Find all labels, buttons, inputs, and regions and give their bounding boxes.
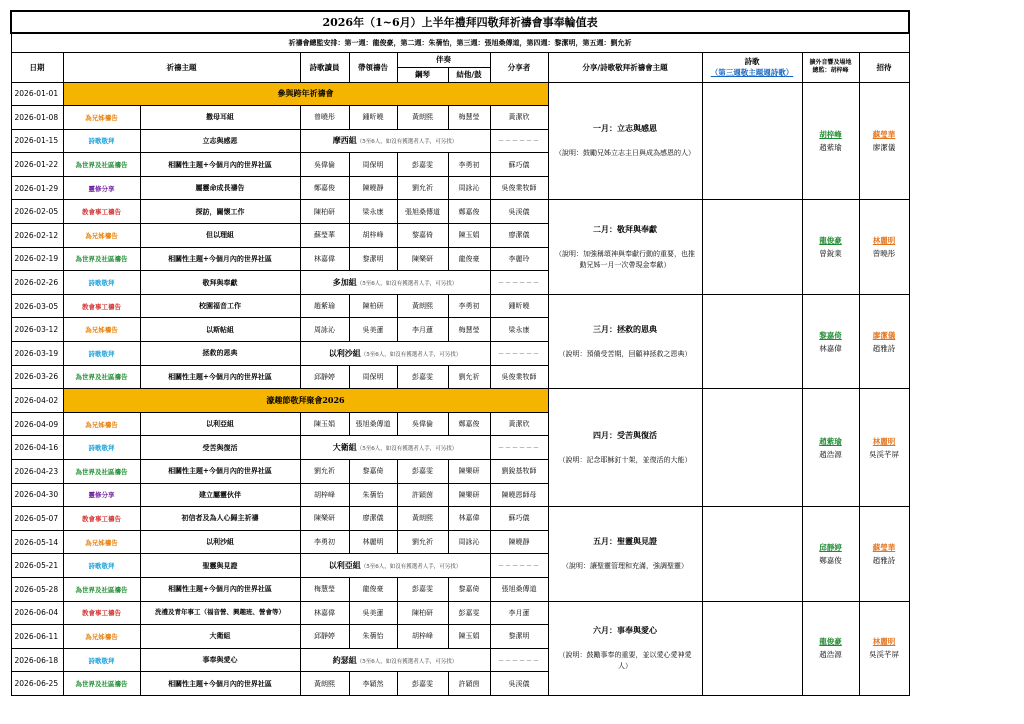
row-date: 2026-04-30 xyxy=(11,483,63,507)
header-share: 分享者 xyxy=(490,52,548,82)
schedule-row xyxy=(11,507,909,531)
team-note: （5至6人，如沒有獲選者人手，可另找） xyxy=(360,564,462,571)
songs-cell xyxy=(702,200,802,294)
row-prayer-leader: 朱蒨怡 xyxy=(349,625,397,649)
row-category: 為兄姊禱告 xyxy=(63,530,140,554)
row-category: 詩歌敬拜 xyxy=(63,554,140,578)
row-guitarist: 劉允祈 xyxy=(448,365,490,389)
row-date: 2026-03-26 xyxy=(11,365,63,389)
worship-team xyxy=(300,554,490,578)
row-reader: 趙紫瑜 xyxy=(300,294,349,318)
month-desc: （說明：讓聖靈管理和充滿，強調聖靈） xyxy=(562,561,688,570)
row-reader: 蘇瑩華 xyxy=(300,224,349,248)
outreach-member: 趙浩源 xyxy=(819,650,842,660)
team-note: （5至6人，如沒有獲選者人手，可另找） xyxy=(356,658,458,665)
outreach-member: 曾銳業 xyxy=(819,249,842,259)
header-guitar: 結他/鼓 xyxy=(448,67,490,82)
row-prayer-leader: 吳美蓮 xyxy=(349,318,397,342)
worship-team xyxy=(300,342,490,366)
row-date: 2026-01-01 xyxy=(11,82,63,106)
row-sharer: 陳曉恩師母 xyxy=(490,483,548,507)
row-prayer-leader: 周保明 xyxy=(349,153,397,177)
outreach-cell xyxy=(802,82,859,200)
row-reader: 邱靜婷 xyxy=(300,365,349,389)
row-date: 2026-01-22 xyxy=(11,153,63,177)
row-category: 為兄姊禱告 xyxy=(63,106,140,130)
team-note: （5至6人，如沒有獲選者人手，可另找） xyxy=(356,139,458,146)
header-reading: 詩歌讀員 xyxy=(300,52,349,82)
month-title: 三月：拯救的恩典 xyxy=(593,323,657,334)
row-guitarist: 黎嘉倚 xyxy=(448,577,490,601)
team-name: 摩西組 xyxy=(332,135,357,146)
row-category: 為兄姊禱告 xyxy=(63,412,140,436)
team-note: （5至6人，如沒有獲選者人手，可另找） xyxy=(356,446,458,453)
row-sharer: 黎潔明 xyxy=(490,625,548,649)
worship-team xyxy=(300,271,490,295)
row-reader: 陳玉娟 xyxy=(300,412,349,436)
host-lead: 蘇瑩華 xyxy=(872,129,896,139)
row-date: 2026-06-04 xyxy=(11,601,63,625)
row-guitarist: 鄭嘉俊 xyxy=(448,200,490,224)
month-desc: （說明：記念耶穌釘十架，並復活的大能） xyxy=(558,455,692,464)
row-theme: 但以理組 xyxy=(140,224,300,248)
row-pianist: 彭嘉雯 xyxy=(397,365,448,389)
host-lead: 林麗明 xyxy=(872,236,896,246)
row-theme: 相關性主題+今個月內的世界社區 xyxy=(140,672,300,696)
row-date: 2026-05-07 xyxy=(11,507,63,531)
special-event: 濠趣節敬拜聚會2026 xyxy=(63,389,548,413)
host-lead: 林麗明 xyxy=(872,436,896,446)
outreach-cell xyxy=(802,200,859,294)
host-member: 趙雅詩 xyxy=(872,555,896,565)
row-pianist: 吳偉倫 xyxy=(397,412,448,436)
outreach-member: 趙浩源 xyxy=(819,449,842,459)
row-pianist: 彭嘉雯 xyxy=(397,460,448,484)
row-prayer-leader: 吳美蓮 xyxy=(349,601,397,625)
outreach-lead: 龍俊豪 xyxy=(819,236,842,246)
host-lead: 蘇瑩華 xyxy=(872,542,896,552)
row-reader: 周詠沁 xyxy=(300,318,349,342)
row-date: 2026-02-12 xyxy=(11,224,63,248)
row-guitarist: 李勇初 xyxy=(448,294,490,318)
schedule-sheet xyxy=(10,10,908,696)
share-empty: －－－－－－ xyxy=(490,648,548,672)
row-guitarist: 陳樂研 xyxy=(448,483,490,507)
row-reader: 邱靜婷 xyxy=(300,625,349,649)
host-lead: 林麗明 xyxy=(872,637,896,647)
outreach-lead: 趙紫瑜 xyxy=(819,436,842,446)
row-pianist: 張旭桑傳道 xyxy=(397,200,448,224)
host-member: 廖潔儀 xyxy=(872,142,896,152)
row-category: 教會事工禱告 xyxy=(63,200,140,224)
host-member: 曾曉彤 xyxy=(872,249,896,259)
row-category: 詩歌敬拜 xyxy=(63,271,140,295)
schedule-row xyxy=(11,82,909,106)
month-title: 四月：受苦與復活 xyxy=(593,429,657,440)
row-pianist: 李月蓮 xyxy=(397,318,448,342)
header-monthly: 分享/詩歌敬拜祈禱會主題 xyxy=(548,52,702,82)
header-outreach xyxy=(802,52,859,82)
header-accomp: 伴奏 xyxy=(397,52,490,67)
row-category: 教會事工禱告 xyxy=(63,294,140,318)
row-category: 靈修分享 xyxy=(63,176,140,200)
row-guitarist: 彭嘉雯 xyxy=(448,601,490,625)
month-theme xyxy=(548,507,702,601)
row-reader: 胡梓峰 xyxy=(300,483,349,507)
row-sharer: 吳渓儀 xyxy=(490,672,548,696)
row-sharer: 陳曉靜 xyxy=(490,530,548,554)
row-date: 2026-05-28 xyxy=(11,577,63,601)
row-category: 靈修分享 xyxy=(63,483,140,507)
host-cell xyxy=(859,200,909,294)
row-date: 2026-03-12 xyxy=(11,318,63,342)
row-prayer-leader: 陳曉靜 xyxy=(349,176,397,200)
outreach-lead: 邱靜婷 xyxy=(819,542,842,552)
row-sharer: 吳俊業牧師 xyxy=(490,176,548,200)
row-category: 教會事工禱告 xyxy=(63,601,140,625)
row-prayer-leader: 梁永康 xyxy=(349,200,397,224)
header-theme: 祈禱主題 xyxy=(63,52,300,82)
row-sharer: 蘇巧儀 xyxy=(490,507,548,531)
host-cell xyxy=(859,507,909,601)
songs-cell xyxy=(702,389,802,507)
host-member: 吳渓芊屏 xyxy=(869,650,900,660)
row-reader: 陳樂研 xyxy=(300,507,349,531)
outreach-member: 林嘉偉 xyxy=(819,343,842,353)
row-category: 為世界及社區禱告 xyxy=(63,365,140,389)
row-theme: 初信者及為人心歸主祈禱 xyxy=(140,507,300,531)
row-pianist: 陳樂研 xyxy=(397,247,448,271)
songs-cell xyxy=(702,601,802,695)
worship-team xyxy=(300,129,490,153)
row-guitarist: 梅慧瑩 xyxy=(448,318,490,342)
row-category: 詩歌敬拜 xyxy=(63,342,140,366)
row-category: 為世界及社區禱告 xyxy=(63,153,140,177)
worship-team xyxy=(300,436,490,460)
host-member: 吳渓芊屏 xyxy=(869,449,900,459)
outreach-lead: 黎嘉倚 xyxy=(819,330,842,340)
row-guitarist: 陳樂研 xyxy=(448,460,490,484)
row-guitarist: 陳玉娟 xyxy=(448,224,490,248)
row-guitarist: 許穎茵 xyxy=(448,672,490,696)
team-name: 約瑟組 xyxy=(332,654,357,665)
row-guitarist: 鄭嘉俊 xyxy=(448,412,490,436)
host-cell xyxy=(859,601,909,695)
row-pianist: 劉允祈 xyxy=(397,176,448,200)
row-theme: 洗禮及青年事工（福音營、興趣班、營會等） xyxy=(140,601,300,625)
row-sharer: 黃潔欣 xyxy=(490,412,548,436)
row-date: 2026-03-05 xyxy=(11,294,63,318)
songs-link-text[interactable]: 第三週敬主題週詩歌 xyxy=(718,68,786,77)
row-pianist: 黎嘉倚 xyxy=(397,224,448,248)
row-sharer: 梁永康 xyxy=(490,318,548,342)
row-sharer: 李麗玲 xyxy=(490,247,548,271)
row-theme: 以利沙組 xyxy=(140,530,300,554)
row-theme: 相關性主題+今個月內的世界社區 xyxy=(140,247,300,271)
row-prayer-leader: 鍾昕曉 xyxy=(349,106,397,130)
songs-cell xyxy=(702,82,802,200)
row-prayer-leader: 黎潔明 xyxy=(349,247,397,271)
row-theme: 撒母耳組 xyxy=(140,106,300,130)
host-cell xyxy=(859,294,909,388)
row-category: 為世界及社區禱告 xyxy=(63,577,140,601)
month-title: 二月：敬拜與奉獻 xyxy=(593,223,657,234)
row-pianist: 劉允祈 xyxy=(397,530,448,554)
outreach-supervisor: 總監：胡梓峰 xyxy=(812,67,849,74)
row-date: 2026-02-26 xyxy=(11,271,63,295)
month-desc: （說明：加強稱頌神與奉獻行動的重要，也推動兄姊一月一次帶現金奉獻） xyxy=(555,249,695,269)
share-empty: －－－－－－ xyxy=(490,554,548,578)
team-name: 以利亞組 xyxy=(328,560,361,571)
team-note: （5至6人，如沒有獲選者人手，可另找） xyxy=(360,351,462,358)
share-empty: －－－－－－ xyxy=(490,271,548,295)
row-prayer-leader: 廖潔儀 xyxy=(349,507,397,531)
schedule-row xyxy=(11,389,909,413)
row-prayer-leader: 龍俊豪 xyxy=(349,577,397,601)
row-category: 為世界及社區禱告 xyxy=(63,247,140,271)
row-theme: 立志與感恩 xyxy=(140,129,300,153)
row-date: 2026-01-29 xyxy=(11,176,63,200)
row-category: 詩歌敬拜 xyxy=(63,436,140,460)
row-category: 詩歌敬拜 xyxy=(63,648,140,672)
songs-label: 詩歌 xyxy=(744,57,760,66)
row-pianist: 彭嘉雯 xyxy=(397,577,448,601)
month-theme xyxy=(548,82,702,200)
row-theme: 敬拜與奉獻 xyxy=(140,271,300,295)
row-reader: 李勇初 xyxy=(300,530,349,554)
outreach-cell xyxy=(802,389,859,507)
month-title: 一月：立志與感恩 xyxy=(593,122,657,133)
supervisor-line: 祈禱會總監安排：第一週：龍俊豪，第二週：朱蒨怡，第三週：張旭桑傳道，第四週：黎潔明，第五週：劉允祈 xyxy=(11,33,909,52)
row-pianist: 陳柏研 xyxy=(397,601,448,625)
row-category: 為兄姊禱告 xyxy=(63,224,140,248)
outreach-cell xyxy=(802,601,859,695)
row-theme: 屬靈命成長禱告 xyxy=(140,176,300,200)
row-date: 2026-01-15 xyxy=(11,129,63,153)
outreach-lead: 胡梓峰 xyxy=(819,129,842,139)
header-songs xyxy=(702,52,802,82)
month-theme xyxy=(548,601,702,695)
row-prayer-leader: 黎嘉倚 xyxy=(349,460,397,484)
share-empty: －－－－－－ xyxy=(490,436,548,460)
host-member: 趙雅詩 xyxy=(872,343,896,353)
row-guitarist: 陳玉娟 xyxy=(448,625,490,649)
row-pianist: 黃朗熙 xyxy=(397,106,448,130)
month-theme xyxy=(548,389,702,507)
row-reader: 林嘉偉 xyxy=(300,601,349,625)
team-name: 多加組 xyxy=(332,277,357,288)
month-theme xyxy=(548,200,702,294)
row-pianist: 胡梓峰 xyxy=(397,625,448,649)
row-date: 2026-03-19 xyxy=(11,342,63,366)
row-theme: 相關性主題+今個月內的世界社區 xyxy=(140,577,300,601)
row-guitarist: 林嘉偉 xyxy=(448,507,490,531)
team-name: 以利沙組 xyxy=(328,347,361,358)
row-prayer-leader: 林麗明 xyxy=(349,530,397,554)
row-date: 2026-04-09 xyxy=(11,412,63,436)
row-theme: 相關性主題+今個月內的世界社區 xyxy=(140,153,300,177)
row-date: 2026-04-23 xyxy=(11,460,63,484)
team-name: 大衛組 xyxy=(332,442,357,453)
schedule-row xyxy=(11,200,909,224)
host-cell xyxy=(859,82,909,200)
row-sharer: 黃潔欣 xyxy=(490,106,548,130)
row-date: 2026-05-14 xyxy=(11,530,63,554)
row-pianist: 黃朗熙 xyxy=(397,507,448,531)
worship-team xyxy=(300,648,490,672)
row-category: 教會事工禱告 xyxy=(63,507,140,531)
row-pianist: 黃朗熙 xyxy=(397,294,448,318)
row-reader: 鄭嘉俊 xyxy=(300,176,349,200)
month-title: 五月：聖靈與見證 xyxy=(593,535,657,546)
row-theme: 事奉與愛心 xyxy=(140,648,300,672)
row-theme: 大衛組 xyxy=(140,625,300,649)
schedule-table xyxy=(10,10,910,696)
header-date: 日期 xyxy=(11,52,63,82)
row-theme: 相關性主題+今個月內的世界社區 xyxy=(140,365,300,389)
row-sharer: 吳渓儀 xyxy=(490,200,548,224)
host-lead: 廖潔儀 xyxy=(872,330,896,340)
row-category: 為兄姊禱告 xyxy=(63,318,140,342)
row-theme: 相關性主題+今個月內的世界社區 xyxy=(140,460,300,484)
songs-cell xyxy=(702,507,802,601)
team-note: （5至6人，如沒有獲選者人手，可另找） xyxy=(356,281,458,288)
row-reader: 林嘉偉 xyxy=(300,247,349,271)
row-date: 2026-02-19 xyxy=(11,247,63,271)
host-cell xyxy=(859,389,909,507)
schedule-row xyxy=(11,601,909,625)
header-piano: 鋼琴 xyxy=(397,67,448,82)
songs-link[interactable]: （第三週敬主題週詩歌） xyxy=(710,68,794,77)
row-sharer: 蘇巧儀 xyxy=(490,153,548,177)
schedule-row xyxy=(11,294,909,318)
row-category: 為世界及社區禱告 xyxy=(63,672,140,696)
row-prayer-leader: 周保明 xyxy=(349,365,397,389)
share-empty: －－－－－－ xyxy=(490,129,548,153)
special-event: 參與跨年祈禱會 xyxy=(63,82,548,106)
row-category: 為兄姊禱告 xyxy=(63,625,140,649)
songs-cell xyxy=(702,294,802,388)
row-pianist: 彭嘉雯 xyxy=(397,153,448,177)
row-date: 2026-02-05 xyxy=(11,200,63,224)
row-sharer: 鍾昕曉 xyxy=(490,294,548,318)
row-sharer: 吳俊業牧師 xyxy=(490,365,548,389)
row-reader: 黃朗熙 xyxy=(300,672,349,696)
row-date: 2026-04-02 xyxy=(11,389,63,413)
row-guitarist: 周詠沁 xyxy=(448,530,490,554)
row-prayer-leader: 陳柏研 xyxy=(349,294,397,318)
row-reader: 劉允祈 xyxy=(300,460,349,484)
row-prayer-leader: 胡梓峰 xyxy=(349,224,397,248)
row-guitarist: 李勇初 xyxy=(448,153,490,177)
row-theme: 受苦與復活 xyxy=(140,436,300,460)
row-prayer-leader: 張旭桑傳道 xyxy=(349,412,397,436)
row-guitarist: 周詠沁 xyxy=(448,176,490,200)
row-theme: 建立屬靈伙伴 xyxy=(140,483,300,507)
row-guitarist: 龍俊豪 xyxy=(448,247,490,271)
outreach-member: 鄭嘉俊 xyxy=(819,555,842,565)
outreach-lead: 龍俊豪 xyxy=(819,637,842,647)
row-sharer: 劉銳基牧師 xyxy=(490,460,548,484)
row-date: 2026-01-08 xyxy=(11,106,63,130)
row-theme: 以利亞組 xyxy=(140,412,300,436)
month-desc: （說明：鼓勵兄姊立志主日與成為感恩的人） xyxy=(555,148,695,157)
outreach-cell xyxy=(802,294,859,388)
row-reader: 曾曉彤 xyxy=(300,106,349,130)
row-sharer: 張旭桑傳道 xyxy=(490,577,548,601)
row-date: 2026-05-21 xyxy=(11,554,63,578)
row-reader: 陳柏研 xyxy=(300,200,349,224)
row-category: 為世界及社區禱告 xyxy=(63,460,140,484)
month-title: 六月：事奉與愛心 xyxy=(593,624,657,635)
row-pianist: 彭嘉雯 xyxy=(397,672,448,696)
month-desc: （說明：鼓勵事奉的重要，並以愛心愛神愛人） xyxy=(558,650,692,670)
row-theme: 探訪，關懷工作 xyxy=(140,200,300,224)
row-date: 2026-06-18 xyxy=(11,648,63,672)
row-theme: 拯救的恩典 xyxy=(140,342,300,366)
row-pianist: 許穎茵 xyxy=(397,483,448,507)
row-theme: 以斯帖組 xyxy=(140,318,300,342)
row-category: 詩歌敬拜 xyxy=(63,129,140,153)
outreach-label: 擴外音響及場地 xyxy=(809,59,852,66)
row-guitarist: 梅慧瑩 xyxy=(448,106,490,130)
row-sharer: 廖潔儀 xyxy=(490,224,548,248)
row-sharer: 李月蓮 xyxy=(490,601,548,625)
row-theme: 校園福音工作 xyxy=(140,294,300,318)
month-desc: （說明：預備受苦期，回顧神拯救之恩典） xyxy=(558,349,692,358)
month-theme xyxy=(548,294,702,388)
row-prayer-leader: 朱蒨怡 xyxy=(349,483,397,507)
row-theme: 聖靈與見證 xyxy=(140,554,300,578)
row-reader: 吳偉倫 xyxy=(300,153,349,177)
row-date: 2026-06-11 xyxy=(11,625,63,649)
header-host: 招待 xyxy=(859,52,909,82)
row-reader: 梅慧瑩 xyxy=(300,577,349,601)
page-title: 2026年（1~6月）上半年禮拜四敬拜祈禱會事奉輪值表 xyxy=(11,11,909,33)
share-empty: －－－－－－ xyxy=(490,342,548,366)
outreach-member: 趙紫瑜 xyxy=(819,142,842,152)
row-prayer-leader: 李穎然 xyxy=(349,672,397,696)
outreach-cell xyxy=(802,507,859,601)
header-leader: 帶領禱告 xyxy=(349,52,397,82)
row-date: 2026-04-16 xyxy=(11,436,63,460)
row-date: 2026-06-25 xyxy=(11,672,63,696)
